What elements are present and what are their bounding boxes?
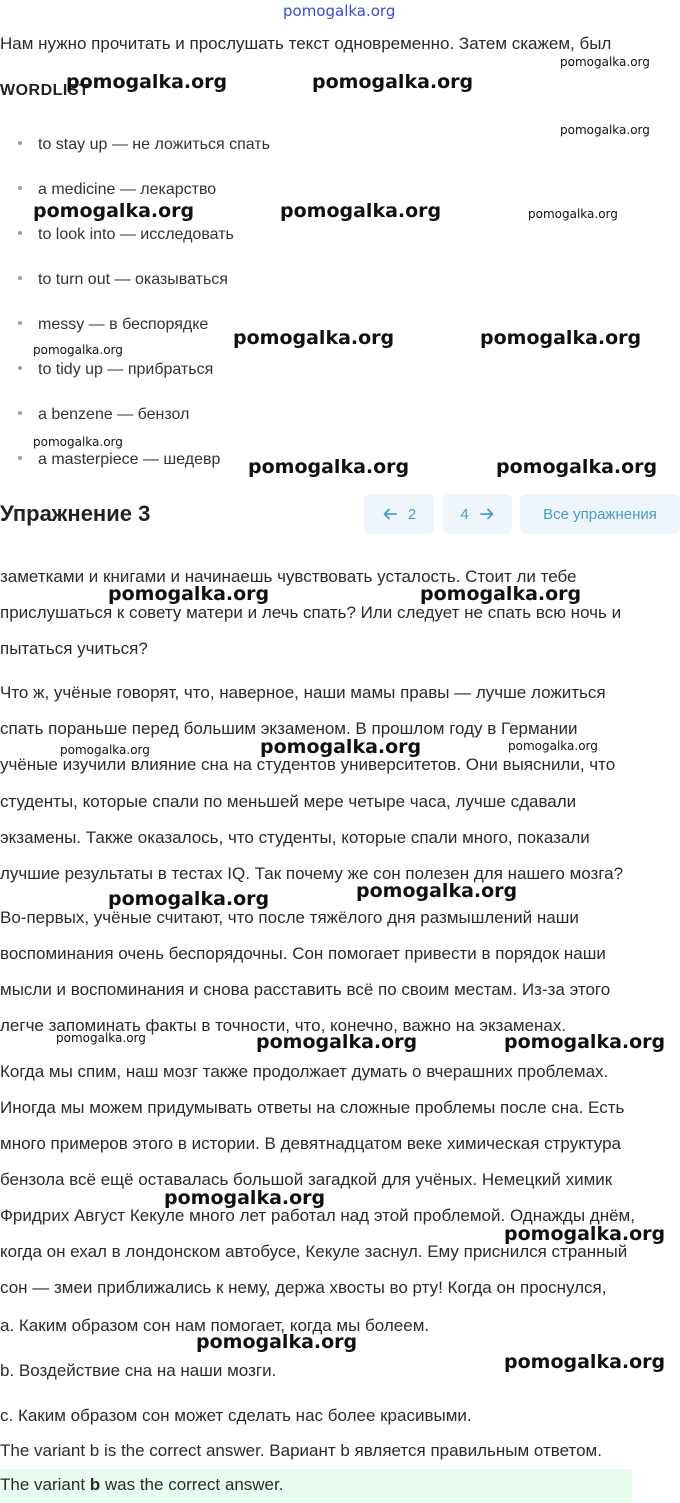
text-line: много примеров этого в истории. В девятнадцатом веке химическая структура (0, 1134, 622, 1153)
watermark: pomogalka.org (504, 1223, 666, 1245)
watermark: pomogalka.org (33, 343, 123, 357)
watermark: pomogalka.org (480, 327, 642, 349)
watermark: pomogalka.org (108, 888, 270, 910)
answer-text: The variant b is the correct answer. Вариант b является правильным ответом. (0, 1441, 602, 1460)
bullet-icon (18, 411, 22, 415)
text-line: Когда мы спим, наш мозг также продолжает думать о вчерашних проблемах. (0, 1062, 609, 1081)
text-line: мысли и воспоминания и снова расставить всё по своим местам. Из-за этого (0, 980, 611, 999)
text-line: сон — змеи приближались к нему, держа хвосты во рту! Когда он проснулся, (0, 1278, 607, 1297)
bullet-icon (18, 321, 22, 325)
bullet-icon (18, 276, 22, 280)
next-exercise-button[interactable]: 4 (443, 494, 512, 534)
watermark: pomogalka.org (504, 1031, 666, 1053)
intro-text: Нам нужно прочитать и прослушать текст одновременно. Затем скажем, был (0, 34, 612, 53)
text-line: Во-первых, учёные считают, что после тяжёлого дня размышлений наши (0, 908, 579, 927)
watermark: pomogalka.org (420, 583, 582, 605)
watermark: pomogalka.org (528, 207, 618, 221)
watermark-top: pomogalka.org (283, 2, 396, 20)
arrow-right-icon (479, 506, 495, 522)
option-c: c. Каким образом сон может сделать нас более красивыми. (0, 1406, 472, 1425)
watermark: pomogalka.org (496, 456, 658, 478)
wordlist-item: a medicine — лекарство (18, 181, 216, 199)
text-line: пытаться учиться? (0, 639, 148, 658)
text-line: экзамены. Также оказалось, что студенты, которые спали много, показали (0, 828, 590, 847)
bullet-icon (18, 366, 22, 370)
watermark: pomogalka.org (108, 583, 270, 605)
watermark: pomogalka.org (280, 200, 442, 222)
watermark: pomogalka.org (233, 327, 395, 349)
text-line: заметками и книгами и начинаешь чувствовать усталость. Стоит ли тебе (0, 567, 577, 586)
text-line: Что ж, учёные говорят, что, наверное, наши мамы правы — лучше ложиться (0, 683, 606, 702)
watermark: pomogalka.org (33, 435, 123, 449)
prev-exercise-button[interactable]: 2 (364, 494, 434, 534)
text-line: учёные изучили влияние сна на студентов университетов. Они выяснили, что (0, 755, 616, 774)
result-variant: b (89, 1475, 101, 1494)
watermark: pomogalka.org (196, 1331, 358, 1353)
watermark: pomogalka.org (33, 200, 195, 222)
exercise-title: Упражнение 3 (0, 501, 151, 526)
text-line: спать пораньше перед большим экзаменом. В прошлом году в Германии (0, 719, 578, 738)
watermark: pomogalka.org (312, 71, 474, 93)
watermark: pomogalka.org (164, 1187, 326, 1209)
text-line: Иногда мы можем придумывать ответы на сложные проблемы после сна. Есть (0, 1098, 625, 1117)
all-exercises-button[interactable]: Все упражнения (520, 494, 680, 534)
option-a: a. Каким образом сон нам помогает, когда мы болеем. (0, 1316, 430, 1335)
bullet-icon (18, 141, 22, 145)
wordlist-item: a masterpiece — шедевр (18, 451, 220, 469)
option-b: b. Воздействие сна на наши мозги. (0, 1361, 277, 1380)
wordlist-item: to tidy up — прибраться (18, 361, 213, 379)
bullet-icon (18, 186, 22, 190)
watermark: pomogalka.org (56, 1031, 146, 1045)
watermark: pomogalka.org (508, 739, 598, 753)
watermark: pomogalka.org (560, 55, 650, 69)
text-line: когда он ехал в лондонском автобусе, Кекуле заснул. Ему приснился странный (0, 1242, 628, 1261)
wordlist-item: to stay up — не ложиться спать (18, 136, 270, 154)
text-line: воспоминания очень беспорядочны. Сон помогает привести в порядок наши (0, 944, 606, 963)
result-text: The variant b was the correct answer. (0, 1475, 284, 1494)
watermark: pomogalka.org (260, 736, 422, 758)
result-box (0, 1469, 632, 1503)
arrow-left-icon (382, 506, 398, 522)
bullet-icon (18, 456, 22, 460)
wordlist-title: WORDLIST (0, 82, 90, 99)
text-line: бензола всё ещё оставалась большой загадкой для учёных. Немецкий химик (0, 1170, 613, 1189)
watermark: pomogalka.org (560, 123, 650, 137)
wordlist-item: to turn out — оказываться (18, 271, 228, 289)
text-line: лучшие результаты в тестах IQ. Так почему же сон полезен для нашего мозга? (0, 864, 624, 883)
watermark: pomogalka.org (256, 1031, 418, 1053)
watermark: pomogalka.org (248, 456, 410, 478)
text-line: прислушаться к совету матери и лечь спать? Или следует не спать всю ночь и (0, 603, 622, 622)
wordlist-item: to look into — исследовать (18, 226, 234, 244)
watermark: pomogalka.org (60, 743, 150, 757)
watermark: pomogalka.org (356, 880, 518, 902)
text-line: студенты, которые спали по меньшей мере четыре часа, лучше сдавали (0, 792, 577, 811)
watermark: pomogalka.org (66, 71, 228, 93)
text-line: легче запоминать факты в точности, что, конечно, важно на экзаменах. (0, 1016, 567, 1035)
watermark: pomogalka.org (504, 1351, 666, 1373)
wordlist-item: a benzene — бензол (18, 406, 189, 424)
wordlist-item: messy — в беспорядке (18, 316, 208, 334)
bullet-icon (18, 231, 22, 235)
text-line: Фридрих Август Кекуле много лет работал над этой проблемой. Однажды днём, (0, 1206, 635, 1225)
